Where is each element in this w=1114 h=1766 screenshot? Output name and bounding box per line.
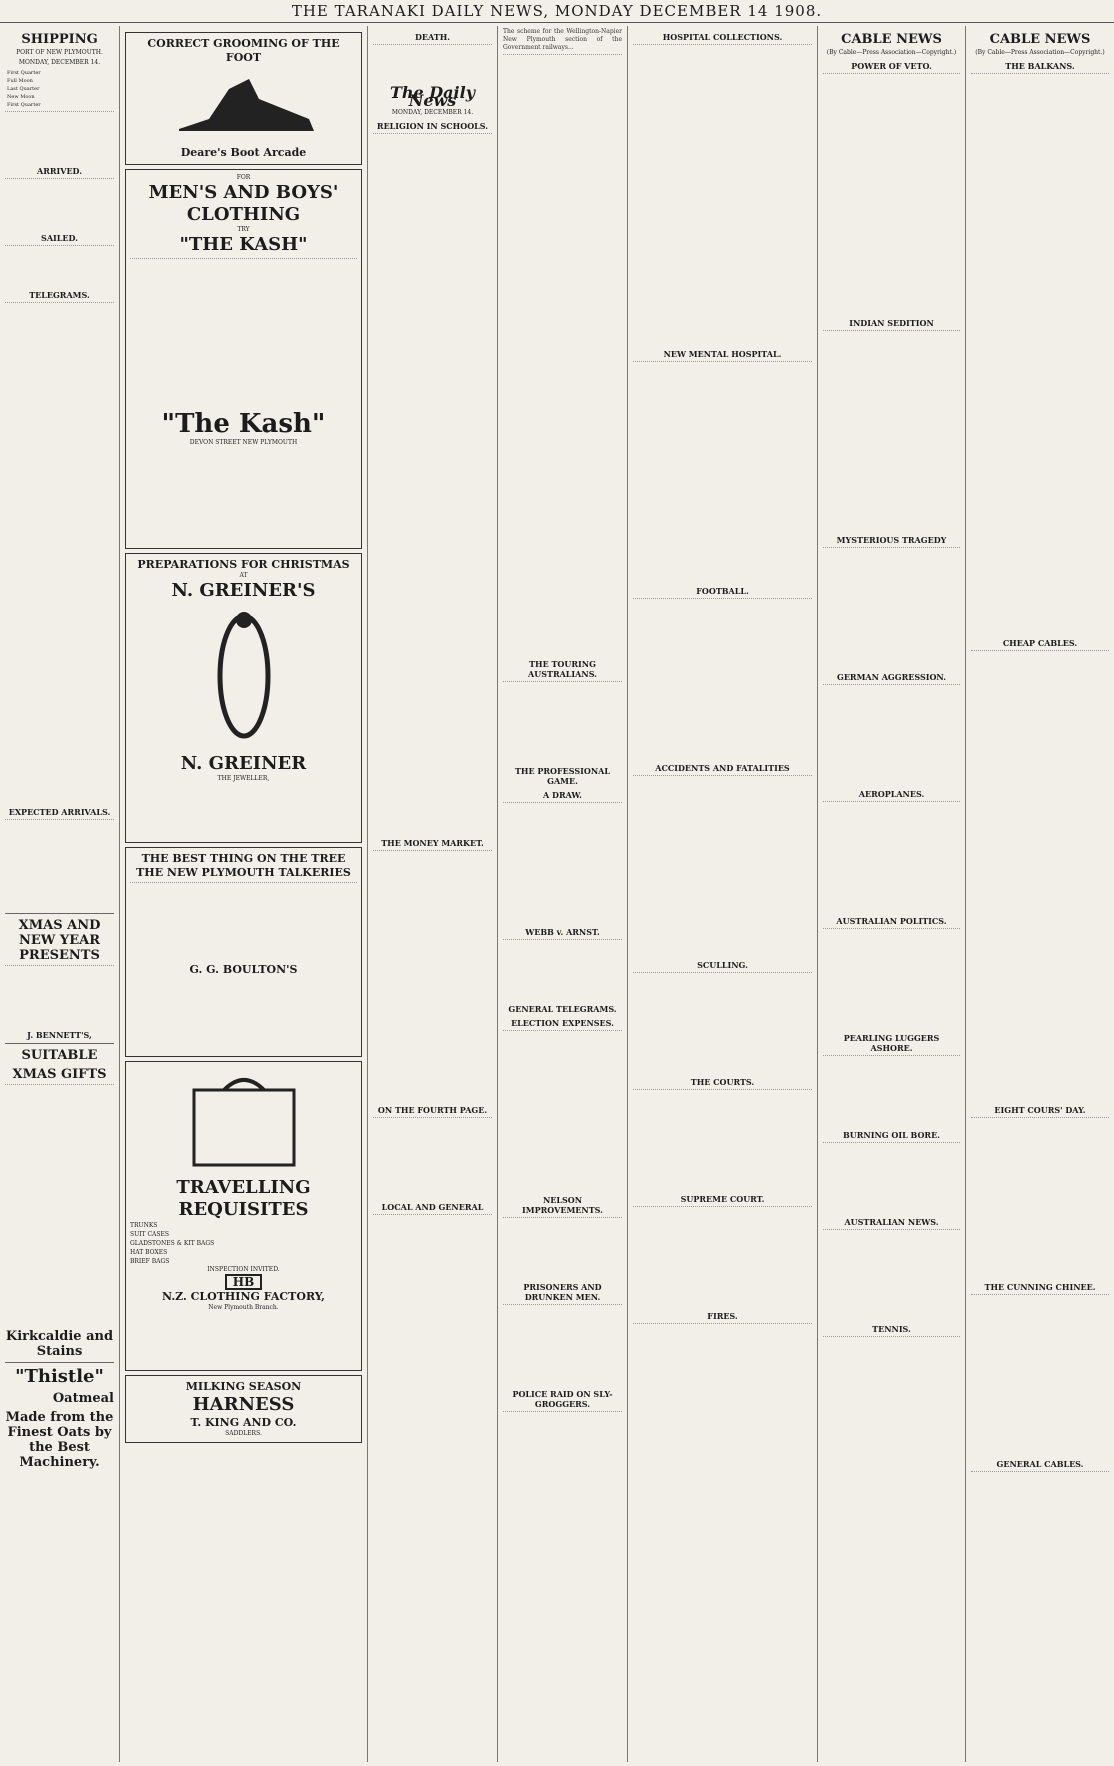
text-block bbox=[503, 939, 622, 1000]
text-block bbox=[5, 178, 114, 229]
daily-news-title: The Daily News bbox=[390, 83, 475, 110]
expected-heading: EXPECTED ARRIVALS. bbox=[8, 807, 111, 817]
column-reports bbox=[628, 26, 818, 1762]
shipping-heading: SHIPPING bbox=[21, 32, 98, 47]
text-block bbox=[373, 1214, 492, 1615]
tide-row-label: Full Moon bbox=[7, 78, 33, 84]
text-block bbox=[633, 361, 812, 582]
try-label: TRY bbox=[237, 226, 250, 233]
railway-intro: The scheme for the Wellington-Napier New Plymouth section of the Government railways... bbox=[503, 28, 622, 51]
greiner-ad bbox=[125, 553, 362, 843]
text-block bbox=[823, 1055, 960, 1126]
xmas-gifts-heading: XMAS GIFTS bbox=[12, 1067, 107, 1082]
text-block bbox=[633, 1206, 812, 1307]
professional-heading: THE PROFESSIONAL GAME. bbox=[514, 766, 611, 786]
text-block bbox=[130, 882, 357, 963]
sculling-heading: SCULLING. bbox=[697, 960, 748, 970]
boot-illustration bbox=[169, 69, 319, 139]
money-heading: THE MONEY MARKET. bbox=[381, 838, 484, 848]
trunks-item: TRUNKS bbox=[130, 1222, 158, 1229]
shipping-date: MONDAY, DECEMBER 14. bbox=[18, 59, 101, 66]
talkeries-ad bbox=[125, 847, 362, 1057]
text-block bbox=[823, 928, 960, 1029]
football-heading: FOOTBALL. bbox=[696, 586, 749, 596]
text-block bbox=[633, 775, 812, 956]
cable-news-heading: CABLE NEWS bbox=[841, 32, 942, 47]
masthead: THE TARANAKI DAILY NEWS, MONDAY DECEMBER 14 1908. bbox=[0, 0, 1114, 23]
boulton-name: G. G. BOULTON'S bbox=[189, 963, 298, 976]
divider bbox=[5, 1362, 114, 1363]
prisoners-heading: PRISONERS AND DRUNKEN MEN. bbox=[523, 1282, 602, 1302]
balkans-heading: THE BALKANS. bbox=[1005, 61, 1075, 71]
text-block bbox=[5, 965, 114, 1026]
ring-illustration bbox=[214, 606, 274, 746]
text-block bbox=[971, 1117, 1109, 1278]
column-news bbox=[498, 26, 628, 1762]
text-block bbox=[823, 330, 960, 531]
oatmeal-heading: Oatmeal bbox=[52, 1391, 114, 1406]
milking-heading: MILKING SEASON bbox=[185, 1380, 302, 1393]
australian-politics-heading: AUSTRALIAN POLITICS. bbox=[836, 916, 947, 926]
tide-row-label: Last Quarter bbox=[7, 86, 40, 92]
tide-row-label: New Moon bbox=[7, 94, 35, 100]
for-label: FOR bbox=[236, 174, 251, 181]
travelling-ad bbox=[125, 1061, 362, 1371]
text-block bbox=[823, 547, 960, 668]
mens-clothing-heading: MEN'S AND BOYS' CLOTHING bbox=[148, 182, 339, 225]
text-block bbox=[823, 1142, 960, 1213]
kash-name: "THE KASH" bbox=[179, 234, 308, 255]
text-block bbox=[633, 972, 812, 1073]
text-block bbox=[5, 245, 114, 286]
supreme-court-heading: SUPREME COURT. bbox=[680, 1194, 765, 1204]
mental-hospital-heading: NEW MENTAL HOSPITAL. bbox=[663, 349, 782, 359]
text-block bbox=[633, 1089, 812, 1190]
text-block bbox=[5, 302, 114, 803]
text-block bbox=[823, 1229, 960, 1320]
xmas-presents-heading: XMAS AND NEW YEAR PRESENTS bbox=[18, 918, 101, 963]
nz-branch: New Plymouth Branch. bbox=[208, 1304, 279, 1311]
column-shipping bbox=[0, 26, 120, 1762]
harness-heading: HARNESS bbox=[192, 1394, 295, 1415]
preparations-heading: PREPARATIONS FOR CHRISTMAS bbox=[137, 558, 350, 571]
tide-row-label: First Quarter bbox=[7, 102, 41, 108]
boot-arcade-ad bbox=[125, 32, 362, 165]
general-cables-heading: GENERAL CABLES. bbox=[996, 1459, 1084, 1469]
text-block bbox=[5, 1084, 114, 1325]
column-cable-news-2 bbox=[966, 26, 1114, 1762]
editorial-date: MONDAY, DECEMBER 14. bbox=[391, 109, 474, 116]
nelson-heading: NELSON IMPROVEMENTS. bbox=[522, 1195, 603, 1215]
text-block bbox=[971, 1294, 1109, 1455]
text-block bbox=[373, 1117, 492, 1198]
text-block bbox=[503, 802, 622, 923]
correct-grooming-heading: CORRECT GROOMING OF THE FOOT bbox=[147, 37, 340, 64]
travelling-heading: TRAVELLING REQUISITES bbox=[176, 1177, 311, 1220]
sailed-heading: SAILED. bbox=[41, 233, 78, 243]
text-block bbox=[503, 1030, 622, 1191]
text-block bbox=[503, 54, 622, 655]
saddlers-label: SADDLERS. bbox=[225, 1430, 262, 1437]
briefbags-item: BRIEF BAGS bbox=[130, 1258, 170, 1265]
column-adverts bbox=[120, 26, 368, 1762]
tide-table bbox=[5, 69, 114, 109]
trunk-illustration bbox=[169, 1070, 319, 1170]
bennett-name: J. BENNETT'S, bbox=[27, 1030, 92, 1040]
text-block bbox=[971, 1471, 1109, 1552]
jeweller-label: THE JEWELLER, bbox=[217, 775, 270, 782]
suitcases-item: SUIT CASES bbox=[130, 1231, 169, 1238]
cable-byline: (By Cable—Press Association—Copyright.) bbox=[975, 49, 1105, 56]
fourth-page-heading: ON THE FOURTH PAGE. bbox=[377, 1105, 488, 1115]
death-heading: DEATH. bbox=[414, 32, 451, 42]
text-block bbox=[130, 258, 357, 409]
text-block bbox=[823, 1336, 960, 1477]
draw-heading: A DRAW. bbox=[543, 790, 582, 800]
at-label: AT bbox=[239, 572, 248, 579]
australian-news-heading: AUSTRALIAN NEWS. bbox=[844, 1217, 939, 1227]
election-heading: ELECTION EXPENSES. bbox=[511, 1018, 614, 1028]
text-block bbox=[503, 1304, 622, 1385]
made-from-text: Made from the Finest Oats by the Best Machinery. bbox=[5, 1410, 114, 1470]
best-thing-heading: THE BEST THING ON THE TREE bbox=[141, 852, 346, 865]
kash-ad bbox=[125, 169, 362, 549]
mysterious-tragedy-heading: MYSTERIOUS TRAGEDY bbox=[836, 535, 947, 545]
text-block bbox=[503, 1411, 622, 1612]
kash-address: DEVON STREET NEW PLYMOUTH bbox=[189, 439, 298, 446]
deare-name: Deare's Boot Arcade bbox=[180, 146, 307, 159]
cable-news-heading: CABLE NEWS bbox=[989, 32, 1091, 47]
greiner-name: N. GREINER bbox=[180, 753, 307, 774]
hospital-heading: HOSPITAL COLLECTIONS. bbox=[662, 32, 783, 42]
german-aggression-heading: GERMAN AGGRESSION. bbox=[836, 672, 947, 682]
text-block bbox=[503, 1217, 622, 1278]
kash-logo: "The Kash" bbox=[161, 409, 326, 439]
cunning-chinee-heading: THE CUNNING CHINEE. bbox=[984, 1282, 1096, 1292]
divider bbox=[5, 1043, 114, 1044]
nz-factory-name: N.Z. CLOTHING FACTORY, bbox=[161, 1290, 326, 1303]
police-heading: POLICE RAID ON SLY-GROGGERS. bbox=[512, 1389, 613, 1409]
nz-logo: HB bbox=[225, 1274, 262, 1290]
harness-ad bbox=[125, 1375, 362, 1443]
text-block bbox=[971, 650, 1109, 1101]
divider bbox=[5, 913, 114, 914]
indian-sedition-heading: INDIAN SEDITION bbox=[849, 318, 934, 328]
religion-heading: RELIGION IN SCHOOLS. bbox=[376, 121, 489, 131]
text-block bbox=[971, 73, 1109, 634]
text-block bbox=[503, 681, 622, 762]
column-editorial bbox=[368, 26, 498, 1762]
text-block bbox=[373, 850, 492, 1101]
cheap-cables-heading: CHEAP CABLES. bbox=[1002, 638, 1078, 648]
gladstones-item: GLADSTONES & KIT BAGS bbox=[130, 1240, 215, 1247]
eight-hours-heading: EIGHT COURS' DAY. bbox=[994, 1105, 1086, 1115]
text-block bbox=[633, 598, 812, 759]
text-block bbox=[823, 801, 960, 912]
text-block bbox=[373, 44, 492, 85]
aeroplanes-heading: AEROPLANES. bbox=[858, 789, 925, 799]
text-block bbox=[633, 44, 812, 345]
talkeries-name: THE NEW PLYMOUTH TALKERIES bbox=[136, 866, 351, 879]
text-block bbox=[5, 111, 114, 162]
arrived-heading: ARRIVED. bbox=[37, 166, 82, 176]
courts-heading: THE COURTS. bbox=[690, 1077, 755, 1087]
text-block bbox=[633, 1323, 812, 1444]
burning-bore-heading: BURNING OIL BORE. bbox=[843, 1130, 940, 1140]
hatboxes-item: HAT BOXES bbox=[130, 1249, 168, 1256]
text-block bbox=[373, 133, 492, 834]
greiner-heading: N. GREINER'S bbox=[171, 580, 316, 601]
tennis-heading: TENNIS. bbox=[872, 1324, 911, 1334]
cable-byline: (By Cable—Press Association—Copyright.) bbox=[826, 49, 957, 56]
column-cable-news-1 bbox=[818, 26, 966, 1762]
touring-heading: THE TOURING AUSTRALIANS. bbox=[528, 659, 597, 679]
text-block bbox=[823, 73, 960, 314]
fires-heading: FIRES. bbox=[707, 1311, 738, 1321]
veto-heading: POWER OF VETO. bbox=[851, 61, 932, 71]
local-general-heading: LOCAL AND GENERAL bbox=[381, 1202, 484, 1212]
accidents-heading: ACCIDENTS AND FATALITIES bbox=[655, 763, 790, 773]
inspection-label: INSPECTION INVITED. bbox=[207, 1266, 280, 1273]
port-label: PORT OF NEW PLYMOUTH. bbox=[16, 49, 103, 56]
suitable-heading: SUITABLE bbox=[21, 1048, 98, 1063]
webb-heading: WEBB v. ARNST. bbox=[525, 927, 600, 937]
kirkcaldie-heading: Kirkcaldie and Stains bbox=[5, 1329, 114, 1359]
tide-row-label: First Quarter bbox=[7, 70, 41, 76]
thistle-heading: "Thistle" bbox=[15, 1366, 104, 1387]
pearling-heading: PEARLING LUGGERS ASHORE. bbox=[843, 1033, 940, 1053]
king-name: T. KING AND CO. bbox=[190, 1416, 297, 1429]
general-telegrams-heading: GENERAL TELEGRAMS. bbox=[508, 1004, 617, 1014]
text-block bbox=[823, 684, 960, 785]
telegrams-heading: TELEGRAMS. bbox=[29, 290, 90, 300]
text-block bbox=[5, 819, 114, 910]
